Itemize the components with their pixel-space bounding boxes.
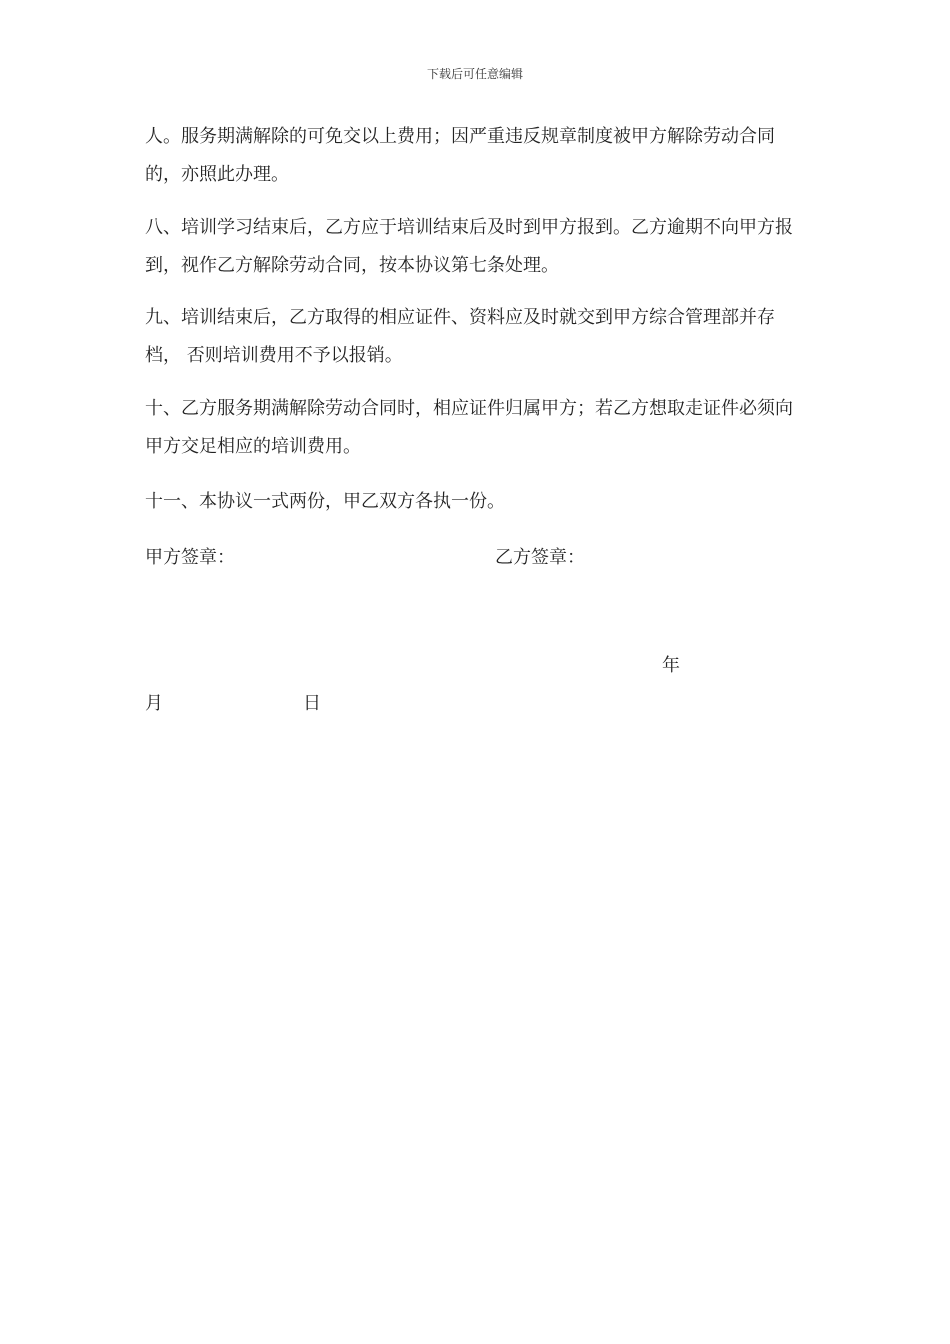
- clause-eleven: 十一、本协议一式两份，甲乙双方各执一份。: [145, 491, 505, 512]
- clause-ten: 十、乙方服务期满解除劳动合同时，相应证件归属甲方；若乙方想取走证件必须向甲方交足相应的培训费用。: [145, 398, 793, 457]
- party-a-signature-label: 甲方签章：: [145, 547, 235, 568]
- party-b-signature-label: 乙方签章：: [495, 547, 585, 568]
- date-year-label: 年: [662, 655, 680, 676]
- page-header-note: 下载后可任意编辑: [426, 67, 523, 81]
- clause-nine: 九、培训结束后，乙方取得的相应证件、资料应及时就交到甲方综合管理部并存档， 否则培训费用不予以报销。: [145, 307, 775, 366]
- clause-seven-continuation: 人。服务期满解除的可免交以上费用；因严重违反规章制度被甲方解除劳动合同的，亦照此办理。: [145, 126, 775, 185]
- date-day-label: 日: [303, 693, 321, 714]
- clause-eight: 八、培训学习结束后，乙方应于培训结束后及时到甲方报到。乙方逾期不向甲方报到，视作乙方解除劳动合同，按本协议第七条处理。: [145, 217, 793, 276]
- date-month-label: 月: [145, 693, 163, 714]
